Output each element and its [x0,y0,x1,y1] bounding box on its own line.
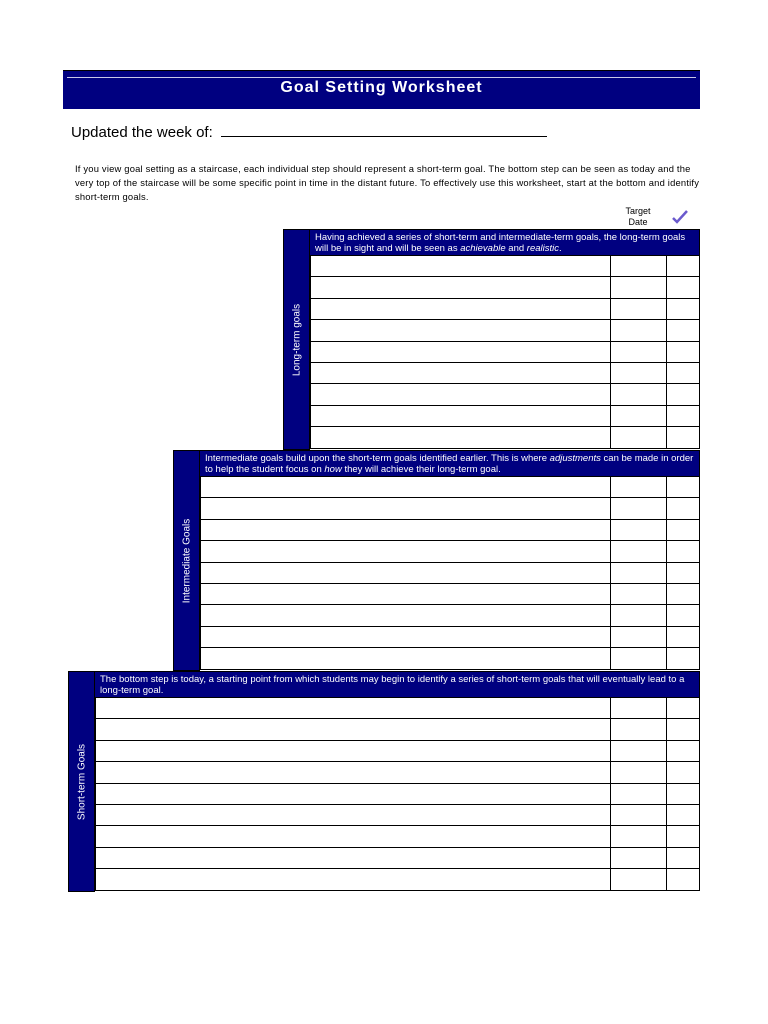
target-date-header: Target Date [625,206,651,227]
goal-row [96,741,699,762]
goal-row [201,541,699,562]
done-check-cell[interactable] [666,869,699,889]
intermediate-rows [200,477,700,670]
goal-cell[interactable] [96,805,610,825]
target-date-cell[interactable] [610,698,667,718]
goal-cell[interactable] [311,342,610,362]
goal-cell[interactable] [96,784,610,804]
done-check-cell[interactable] [666,784,699,804]
intermediate-description: Intermediate goals build upon the short-term goals identified earlier. This is where adjustments can be made in order to help the student focus on how they will achieve their long-term goal. [200,450,700,477]
done-check-cell[interactable] [666,648,699,668]
goal-row [311,320,699,341]
goal-row [311,299,699,320]
goal-row [96,826,699,847]
goal-cell[interactable] [201,541,610,561]
short-term-rows [95,698,700,891]
target-date-cell[interactable] [610,719,667,739]
long-term-description: Having achieved a series of short-term and intermediate-term goals, the long-term goals will be in sight and will be seen as achievable and realistic. [310,229,700,256]
target-date-cell[interactable] [610,277,667,297]
goal-row [96,784,699,805]
goal-row [311,363,699,384]
goal-row [201,477,699,498]
target-date-cell[interactable] [610,848,667,868]
goal-cell[interactable] [96,698,610,718]
goal-row [96,698,699,719]
goal-row [311,427,699,448]
done-check-cell[interactable] [666,584,699,604]
goal-cell[interactable] [201,627,610,647]
goal-row [311,277,699,298]
done-check-cell[interactable] [666,320,699,340]
done-check-cell[interactable] [666,406,699,426]
goal-cell[interactable] [96,848,610,868]
goal-cell[interactable] [201,563,610,583]
goal-cell[interactable] [96,869,610,889]
goal-row [96,869,699,890]
done-check-cell[interactable] [666,277,699,297]
done-check-cell[interactable] [666,477,699,497]
title-bar [63,70,700,109]
target-date-cell[interactable] [610,342,667,362]
goal-row [311,384,699,405]
goal-cell[interactable] [201,584,610,604]
intermediate-label: Intermediate Goals [181,518,192,603]
target-date-cell[interactable] [610,762,667,782]
done-check-cell[interactable] [666,427,699,447]
goal-cell[interactable] [96,762,610,782]
target-date-cell[interactable] [610,826,667,846]
goal-cell[interactable] [311,406,610,426]
updated-week-field [71,122,547,141]
target-date-cell[interactable] [610,256,667,276]
target-date-cell[interactable] [610,805,667,825]
done-check-cell[interactable] [666,719,699,739]
goal-row [201,520,699,541]
long-term-side-label [283,229,310,450]
target-date-cell[interactable] [610,477,667,497]
goal-row [201,563,699,584]
done-check-cell[interactable] [666,627,699,647]
intro-paragraph: If you view goal setting as a staircase, each individual step should represent a short-term goal. The bottom step can be seen as today and the very top of the staircase will be some specific point in time in the distant future. To effectively use this worksheet, start at the bottom and identify short-term goals. [75,163,700,202]
goal-cell[interactable] [201,498,610,518]
target-date-cell[interactable] [610,784,667,804]
target-date-cell[interactable] [610,498,667,518]
goal-row [96,762,699,783]
target-date-cell[interactable] [610,541,667,561]
target-date-cell[interactable] [610,299,667,319]
done-check-cell[interactable] [666,805,699,825]
goal-cell[interactable] [96,826,610,846]
done-check-cell[interactable] [666,342,699,362]
done-check-cell[interactable] [666,299,699,319]
goal-row [311,406,699,427]
done-check-cell[interactable] [666,762,699,782]
done-check-cell[interactable] [666,384,699,404]
goal-cell[interactable] [311,320,610,340]
goal-cell[interactable] [311,384,610,404]
goal-cell[interactable] [201,520,610,540]
target-date-cell[interactable] [610,869,667,889]
done-check-cell[interactable] [666,541,699,561]
title-bar-rule [67,77,696,78]
goal-row [96,719,699,740]
updated-label: Updated the week of: [71,124,213,141]
done-check-cell[interactable] [666,498,699,518]
target-date-cell[interactable] [610,427,667,447]
goal-row [96,848,699,869]
long-term-rows [310,256,700,449]
done-check-cell[interactable] [666,520,699,540]
goal-cell[interactable] [311,277,610,297]
done-check-cell[interactable] [666,605,699,625]
target-date-cell[interactable] [610,520,667,540]
goal-row [311,256,699,277]
goal-row [201,627,699,648]
target-date-cell[interactable] [610,584,667,604]
goal-row [201,584,699,605]
goal-cell[interactable] [311,427,610,447]
target-date-cell[interactable] [610,741,667,761]
goal-cell[interactable] [311,256,610,276]
updated-week-blank[interactable] [221,122,547,137]
goal-cell[interactable] [311,363,610,383]
goal-cell[interactable] [96,741,610,761]
long-term-label: Long-term goals [291,303,302,376]
target-date-cell[interactable] [610,320,667,340]
goal-cell[interactable] [201,477,610,497]
short-term-side-label [68,671,95,892]
target-date-cell[interactable] [610,406,667,426]
done-check-cell[interactable] [666,363,699,383]
short-term-description: The bottom step is today, a starting point from which students may begin to identify a series of short-term goals that will eventually lead to a long-term goal. [95,671,700,698]
goal-row [96,805,699,826]
target-date-cell[interactable] [610,605,667,625]
goal-row [201,648,699,669]
target-date-cell[interactable] [610,648,667,668]
done-check-cell[interactable] [666,848,699,868]
goal-cell[interactable] [201,648,610,668]
goal-row [201,605,699,626]
target-date-cell[interactable] [610,363,667,383]
short-term-label: Short-term Goals [76,743,87,820]
done-check-cell[interactable] [666,256,699,276]
checkmark-icon [672,210,688,224]
done-check-cell[interactable] [666,563,699,583]
target-date-cell[interactable] [610,627,667,647]
goal-row [201,498,699,519]
intermediate-side-label [173,450,200,671]
goal-row [311,342,699,363]
goal-cell[interactable] [96,719,610,739]
done-check-cell[interactable] [666,741,699,761]
done-check-cell[interactable] [666,826,699,846]
done-check-cell[interactable] [666,698,699,718]
target-date-cell[interactable] [610,384,667,404]
goal-cell[interactable] [311,299,610,319]
target-date-cell[interactable] [610,563,667,583]
page-title: Goal Setting Worksheet [280,79,483,96]
goal-cell[interactable] [201,605,610,625]
